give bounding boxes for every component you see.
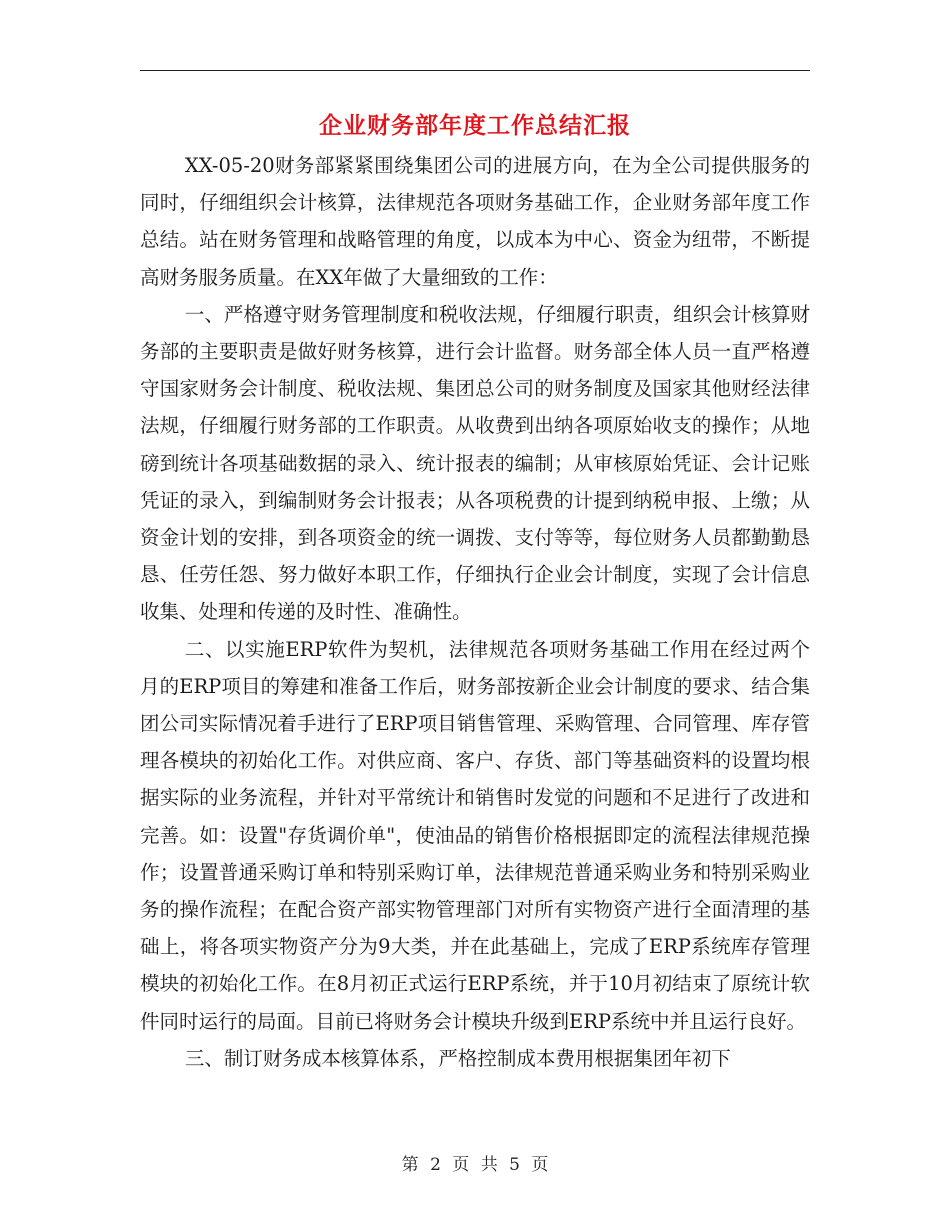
paragraph-section-2: 二、以实施ERP软件为契机，法律规范各项财务基础工作用在经过两个月的ERP项目的筹建和准备工作后，财务部按新企业会计制度的要求、结合集团公司实际情况着手进行了ERP项目销售管理、采购管理、合同管理、库存管理各模块的初始化工作。对供应商、客户、存货、部门等基础资料的设置均根据实际的业务流程，并针对平常统计和销售时发觉的问题和不足进行了改进和完善。如：设置"存货调价单"，使油品的销售价格根据即定的流程法律规范操作；设置普通采购订单和特别采购订单，法律规范普通采购业务和特别采购业务的操作流程；在配合资产部实物管理部门对所有实物资产进行全面清理的基础上，将各项实物资产分为9大类，并在此基础上，完成了ERP系统库存管理模块的初始化工作。在8月初正式运行ERP系统，并于10月初结束了原统计软件同时运行的局面。目前已将财务会计模块升级到ERP系统中并且运行良好。 [140, 637, 810, 1033]
page-number-footer: 第 2 页 共 5 页 [401, 1155, 549, 1175]
document-title: 企业财务部年度工作总结汇报 [319, 112, 631, 139]
paragraph-section-1: 一、严格遵守财务管理制度和税收法规，仔细履行职责，组织会计核算财务部的主要职责是做好财务核算，进行会计监督。财务部全体人员一直严格遵守国家财务会计制度、税收法规、集团总公司的财务制度及国家其他财经法律法规，仔细履行财务部的工作职责。从收费到出纳各项原始收支的操作；从地磅到统计各项基础数据的录入、统计报表的编制；从审核原始凭证、会计记账凭证的录入，到编制财务会计报表；从各项税费的计提到纳税申报、上缴；从资金计划的安排，到各项资金的统一调拨、支付等等，每位财务人员都勤勤恳恳、任劳任怨、努力做好本职工作，仔细执行企业会计制度，实现了会计信息收集、处理和传递的及时性、准确性。 [140, 302, 810, 624]
document-body [140, 147, 810, 1077]
paragraph-section-3: 三、制订财务成本核算体系，严格控制成本费用根据集团年初下 [184, 1046, 731, 1070]
paragraph-intro: XX-05-20财务部紧紧围绕集团公司的进展方向，在为全公司提供服务的同时，仔细组织会计核算，法律规范各项财务基础工作，企业财务部年度工作总结。站在财务管理和战略管理的角度，以成本为中心、资金为纽带，不断提高财务服务质量。在XX年做了大量细致的工作： [140, 154, 810, 289]
header-rule [140, 70, 810, 71]
